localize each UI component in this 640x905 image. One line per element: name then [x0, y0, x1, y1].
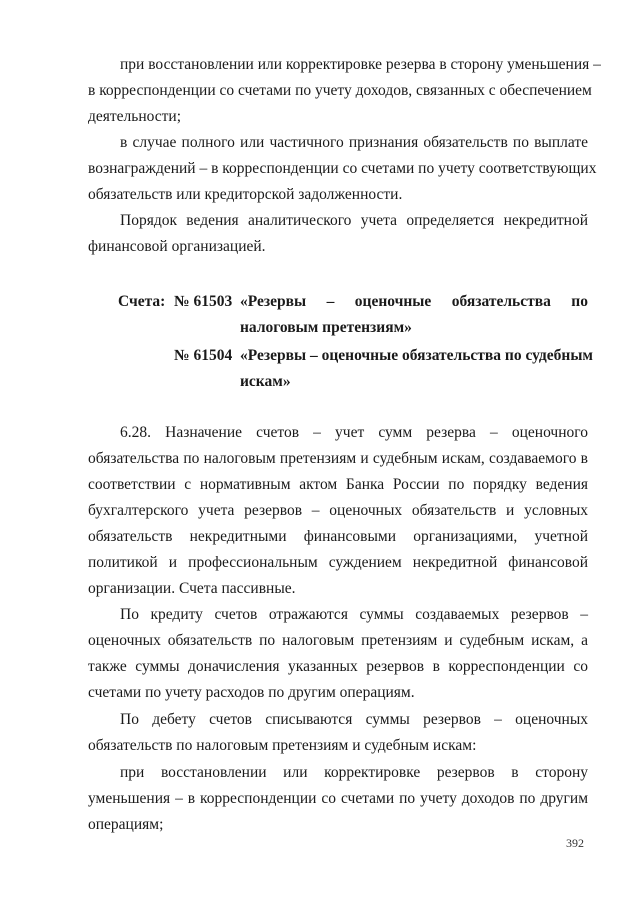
paragraph-restore-decrease [88, 760, 588, 838]
text-line: при восстановлении или корректировке резерва в сторону уменьшения – [120, 56, 601, 73]
account-title-61504: «Резервы – оценочные обязательства по судебным [240, 347, 593, 364]
text-line: обязательств или кредиторской задолженности. [88, 186, 403, 203]
text-line: финансовой организацией. [88, 238, 266, 255]
account-title-61503: «Резервы – оценочные обязательства по [240, 293, 588, 310]
accounts-label: Счета: [118, 293, 166, 310]
text-line: в корреспонденции со счетами по учету доходов, связанных с обеспечением [88, 82, 592, 99]
page-number: 392 [566, 836, 584, 850]
paragraph-analytical-accounting [88, 208, 588, 260]
text-line: деятельности; [88, 108, 182, 125]
text-line: также суммы доначисления указанных резервов в корреспонденции со [88, 658, 588, 675]
text-line: уменьшения – в корреспонденции со счетами по учету доходов по другим [88, 790, 588, 807]
account-number-61503: № 61503 [174, 293, 233, 310]
paragraph-debit [88, 707, 588, 759]
text-line: По кредиту счетов отражаются суммы создаваемых резервов – [120, 606, 588, 623]
account-title-61504-cont: искам» [240, 373, 291, 390]
text-line: Порядок ведения аналитического учета определяется некредитной [120, 212, 588, 229]
text-line: По дебету счетов списываются суммы резервов – оценочных [120, 711, 588, 728]
account-number-61504: № 61504 [174, 347, 233, 364]
text-line: организации. Счета пассивные. [88, 580, 296, 597]
text-line: соответствии с нормативным актом Банка России по порядку ведения [88, 476, 588, 493]
text-line: счетами по учету расходов по другим операциям. [88, 684, 415, 701]
paragraph-credit [88, 602, 588, 706]
text-line: операциям; [88, 816, 164, 833]
accounts-heading [118, 289, 593, 399]
paragraph-reserve-decrease [88, 52, 601, 130]
text-line: в случае полного или частичного признания обязательств по выплате [120, 134, 588, 151]
text-line: обязательств некредитными финансовыми организациями, учетной [88, 528, 588, 545]
text-line: при восстановлении или корректировке резервов в сторону [120, 764, 588, 781]
text-line: 6.28. Назначение счетов – учет сумм резерва – оценочного [120, 424, 588, 441]
paragraph-6-28 [88, 420, 588, 602]
text-line: вознаграждений – в корреспонденции со счетами по учету соответствующих [88, 160, 597, 177]
paragraph-obligation-recognition [88, 130, 597, 208]
text-line: бухгалтерского учета резервов – оценочных обязательств и условных [88, 502, 588, 519]
text-line: оценочных обязательств по налоговым претензиям и судебным искам, а [88, 632, 588, 649]
text-line: обязательства по налоговым претензиям и судебным искам, создаваемого в [88, 450, 588, 467]
text-line: политикой и профессиональным суждением некредитной финансовой [88, 554, 588, 571]
account-title-61503-cont: налоговым претензиям» [240, 319, 412, 336]
text-line: обязательств по налоговым претензиям и судебным искам: [88, 737, 477, 754]
